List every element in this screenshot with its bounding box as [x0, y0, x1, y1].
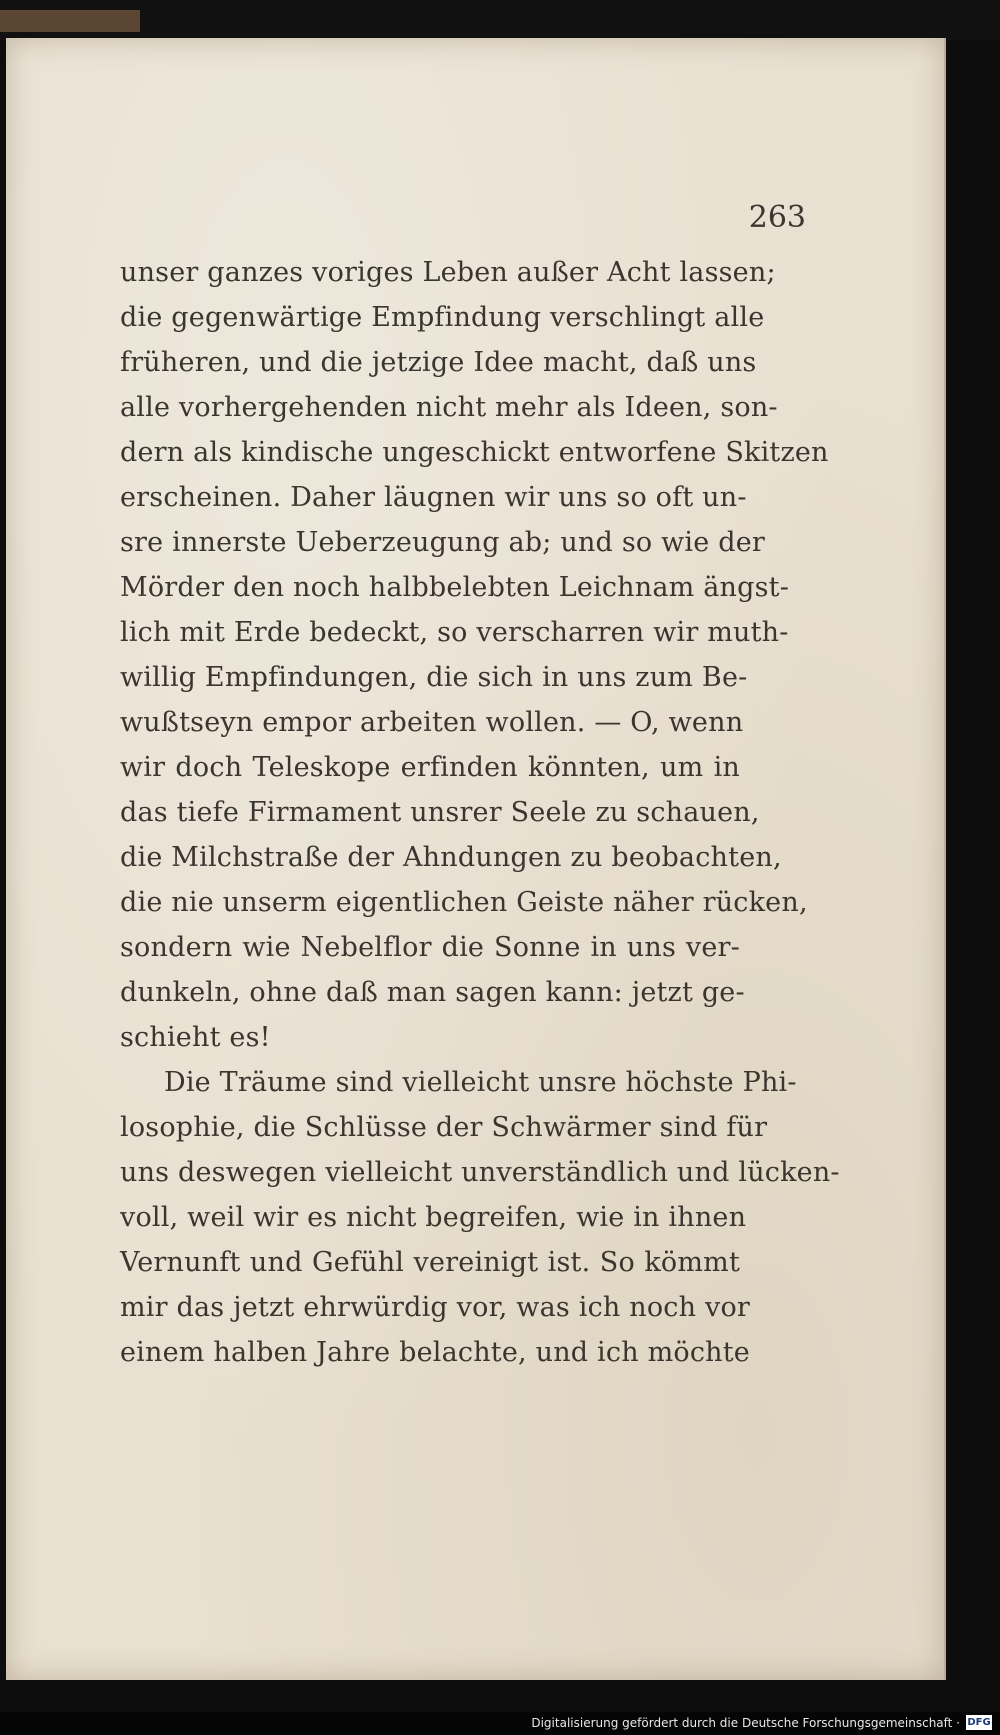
text-line: lich mit Erde bedeckt, so verscharren wir muth- [120, 617, 789, 648]
text-line: schieht es! [120, 1022, 271, 1053]
text-line: uns deswegen vielleicht unverständlich und lücken- [120, 1157, 840, 1188]
paragraph-2 [120, 1060, 840, 1375]
scan-top-edge [0, 0, 1000, 40]
text-line: mir das jetzt ehrwürdig vor, was ich noch vor [120, 1292, 751, 1323]
text-line: einem halben Jahre belachte, und ich möchte [120, 1337, 750, 1368]
book-cover-edge [0, 10, 140, 32]
digitization-credit: Digitalisierung gefördert durch die Deutsche Forschungsgemeinschaft · [531, 1716, 960, 1730]
text-line: Die Träume sind vielleicht unsre höchste Phi- [164, 1067, 797, 1098]
text-line: wir doch Teleskope erfinden könnten, um in [120, 752, 740, 783]
text-line: sondern wie Nebelflor die Sonne in uns ver- [120, 932, 740, 963]
text-line: früheren, und die jetzige Idee macht, daß uns [120, 347, 757, 378]
text-line: willig Empfindungen, die sich in uns zum Be- [120, 662, 748, 693]
text-line: das tiefe Firmament unsrer Seele zu schauen, [120, 797, 760, 828]
text-line: sre innerste Ueberzeugung ab; und so wie der [120, 527, 765, 558]
text-line: dern als kindische ungeschickt entworfene Skitzen [120, 437, 829, 468]
text-line: alle vorhergehenden nicht mehr als Ideen, son- [120, 392, 778, 423]
page-number: 263 [748, 200, 806, 235]
text-line: wußtseyn empor arbeiten wollen. — O, wenn [120, 707, 744, 738]
text-line: die Milchstraße der Ahndungen zu beobachten, [120, 842, 782, 873]
page-text [120, 250, 840, 1375]
text-line: unser ganzes voriges Leben außer Acht lassen; [120, 257, 776, 288]
text-line: Vernunft und Gefühl vereinigt ist. So kömmt [120, 1247, 740, 1278]
text-line: dunkeln, ohne daß man sagen kann: jetzt ge- [120, 977, 745, 1008]
dfg-logo-icon: DFG [967, 1717, 991, 1728]
text-line: erscheinen. Daher läugnen wir uns so oft un- [120, 482, 747, 513]
text-line: die gegenwärtige Empfindung verschlingt alle [120, 302, 765, 333]
text-line: losophie, die Schlüsse der Schwärmer sind für [120, 1112, 768, 1143]
text-line: Mörder den noch halbbelebten Leichnam ängst- [120, 572, 790, 603]
paragraph-1 [120, 250, 829, 1060]
text-line: die nie unserm eigentlichen Geiste näher rücken, [120, 887, 808, 918]
text-line: voll, weil wir es nicht begreifen, wie in ihnen [120, 1202, 747, 1233]
